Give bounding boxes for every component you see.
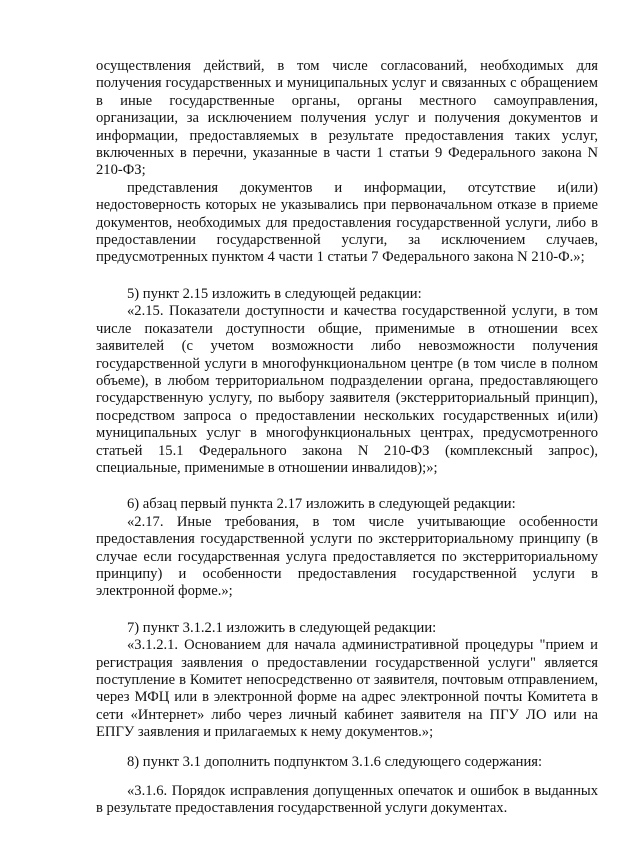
paragraph-clause-3-1-2-1: «3.1.2.1. Основанием для начала административной процедуры "прием и регистрация заявления о предоставлении государственной услуги" является поступление в Комитет непосредственно от заявителя, почтовым отправлением, через МФЦ или в электронной форме на адрес электронной почты Комитета в сети «Интернет» либо через личный кабинет заявителя на ПГУ ЛО или на ЕПГУ заявления и прилагаемых к нему документов.»; bbox=[96, 637, 598, 741]
paragraph-item-5: 5) пункт 2.15 изложить в следующей редакции: bbox=[127, 285, 422, 302]
paragraph-clause-3-1-6: «3.1.6. Порядок исправления допущенных опечаток и ошибок в выданных в результате предоставления государственной услуги документах. bbox=[96, 783, 598, 817]
paragraph-clause-2-17: «2.17. Иные требования, в том числе учитывающие особенности предоставления государственной услуги по экстерриториальному принципу (в случае если государственная услуга предоставляется по экстерриториальному принципу) и особенности предоставления государственной услуги в электронной форме.»; bbox=[96, 513, 598, 600]
paragraph-item-7: 7) пункт 3.1.2.1 изложить в следующей редакции: bbox=[127, 619, 437, 636]
paragraph-clause-2-15: «2.15. Показатели доступности и качества государственной услуги, в том числе показатели доступности общие, применимые в отношении всех заявителей (с учетом возможности либо невозможности получения государственной услуги в многофункциональном центре (в том числе в полном объеме), в любом территориальном подразделении органа, предоставляющего государственную услугу, по выбору заявителя (экстерриториальный принцип), посредством запроса о предоставлении нескольких государственных и(или) муниципальных услуг в многофункциональных центрах, предусмотренного статьей 15.1 Федерального закона N 210-ФЗ (комплексный запрос), специальные, применимые в отношении инвалидов);»; bbox=[96, 303, 598, 476]
paragraph-documents-info: представления документов и информации, отсутствие и(или) недостоверность которых не указывались при первоначальном отказе в приеме документов, необходимых для предоставления государственной услуги, либо в предоставлении государственной услуги, за исключением случаев, предусмотренных пунктом 4 части 1 статьи 7 Федерального закона N 210-Ф.»; bbox=[96, 179, 598, 266]
paragraph-item-6: 6) абзац первый пункта 2.17 изложить в следующей редакции: bbox=[127, 496, 516, 513]
paragraph-item-8: 8) пункт 3.1 дополнить подпунктом 3.1.6 следующего содержания: bbox=[127, 753, 543, 770]
document-page bbox=[96, 58, 598, 818]
paragraph-continuation: осуществления действий, в том числе согласований, необходимых для получения государственных и муниципальных услуг и связанных с обращением в иные государственные органы, органы местного самоуправления, организации, за исключением получения услуг и получения документов и информации, предоставляемых в результате предоставления таких услуг, включенных в перечни, указанные в части 1 статьи 9 Федерального закона N 210-ФЗ; bbox=[96, 58, 598, 179]
